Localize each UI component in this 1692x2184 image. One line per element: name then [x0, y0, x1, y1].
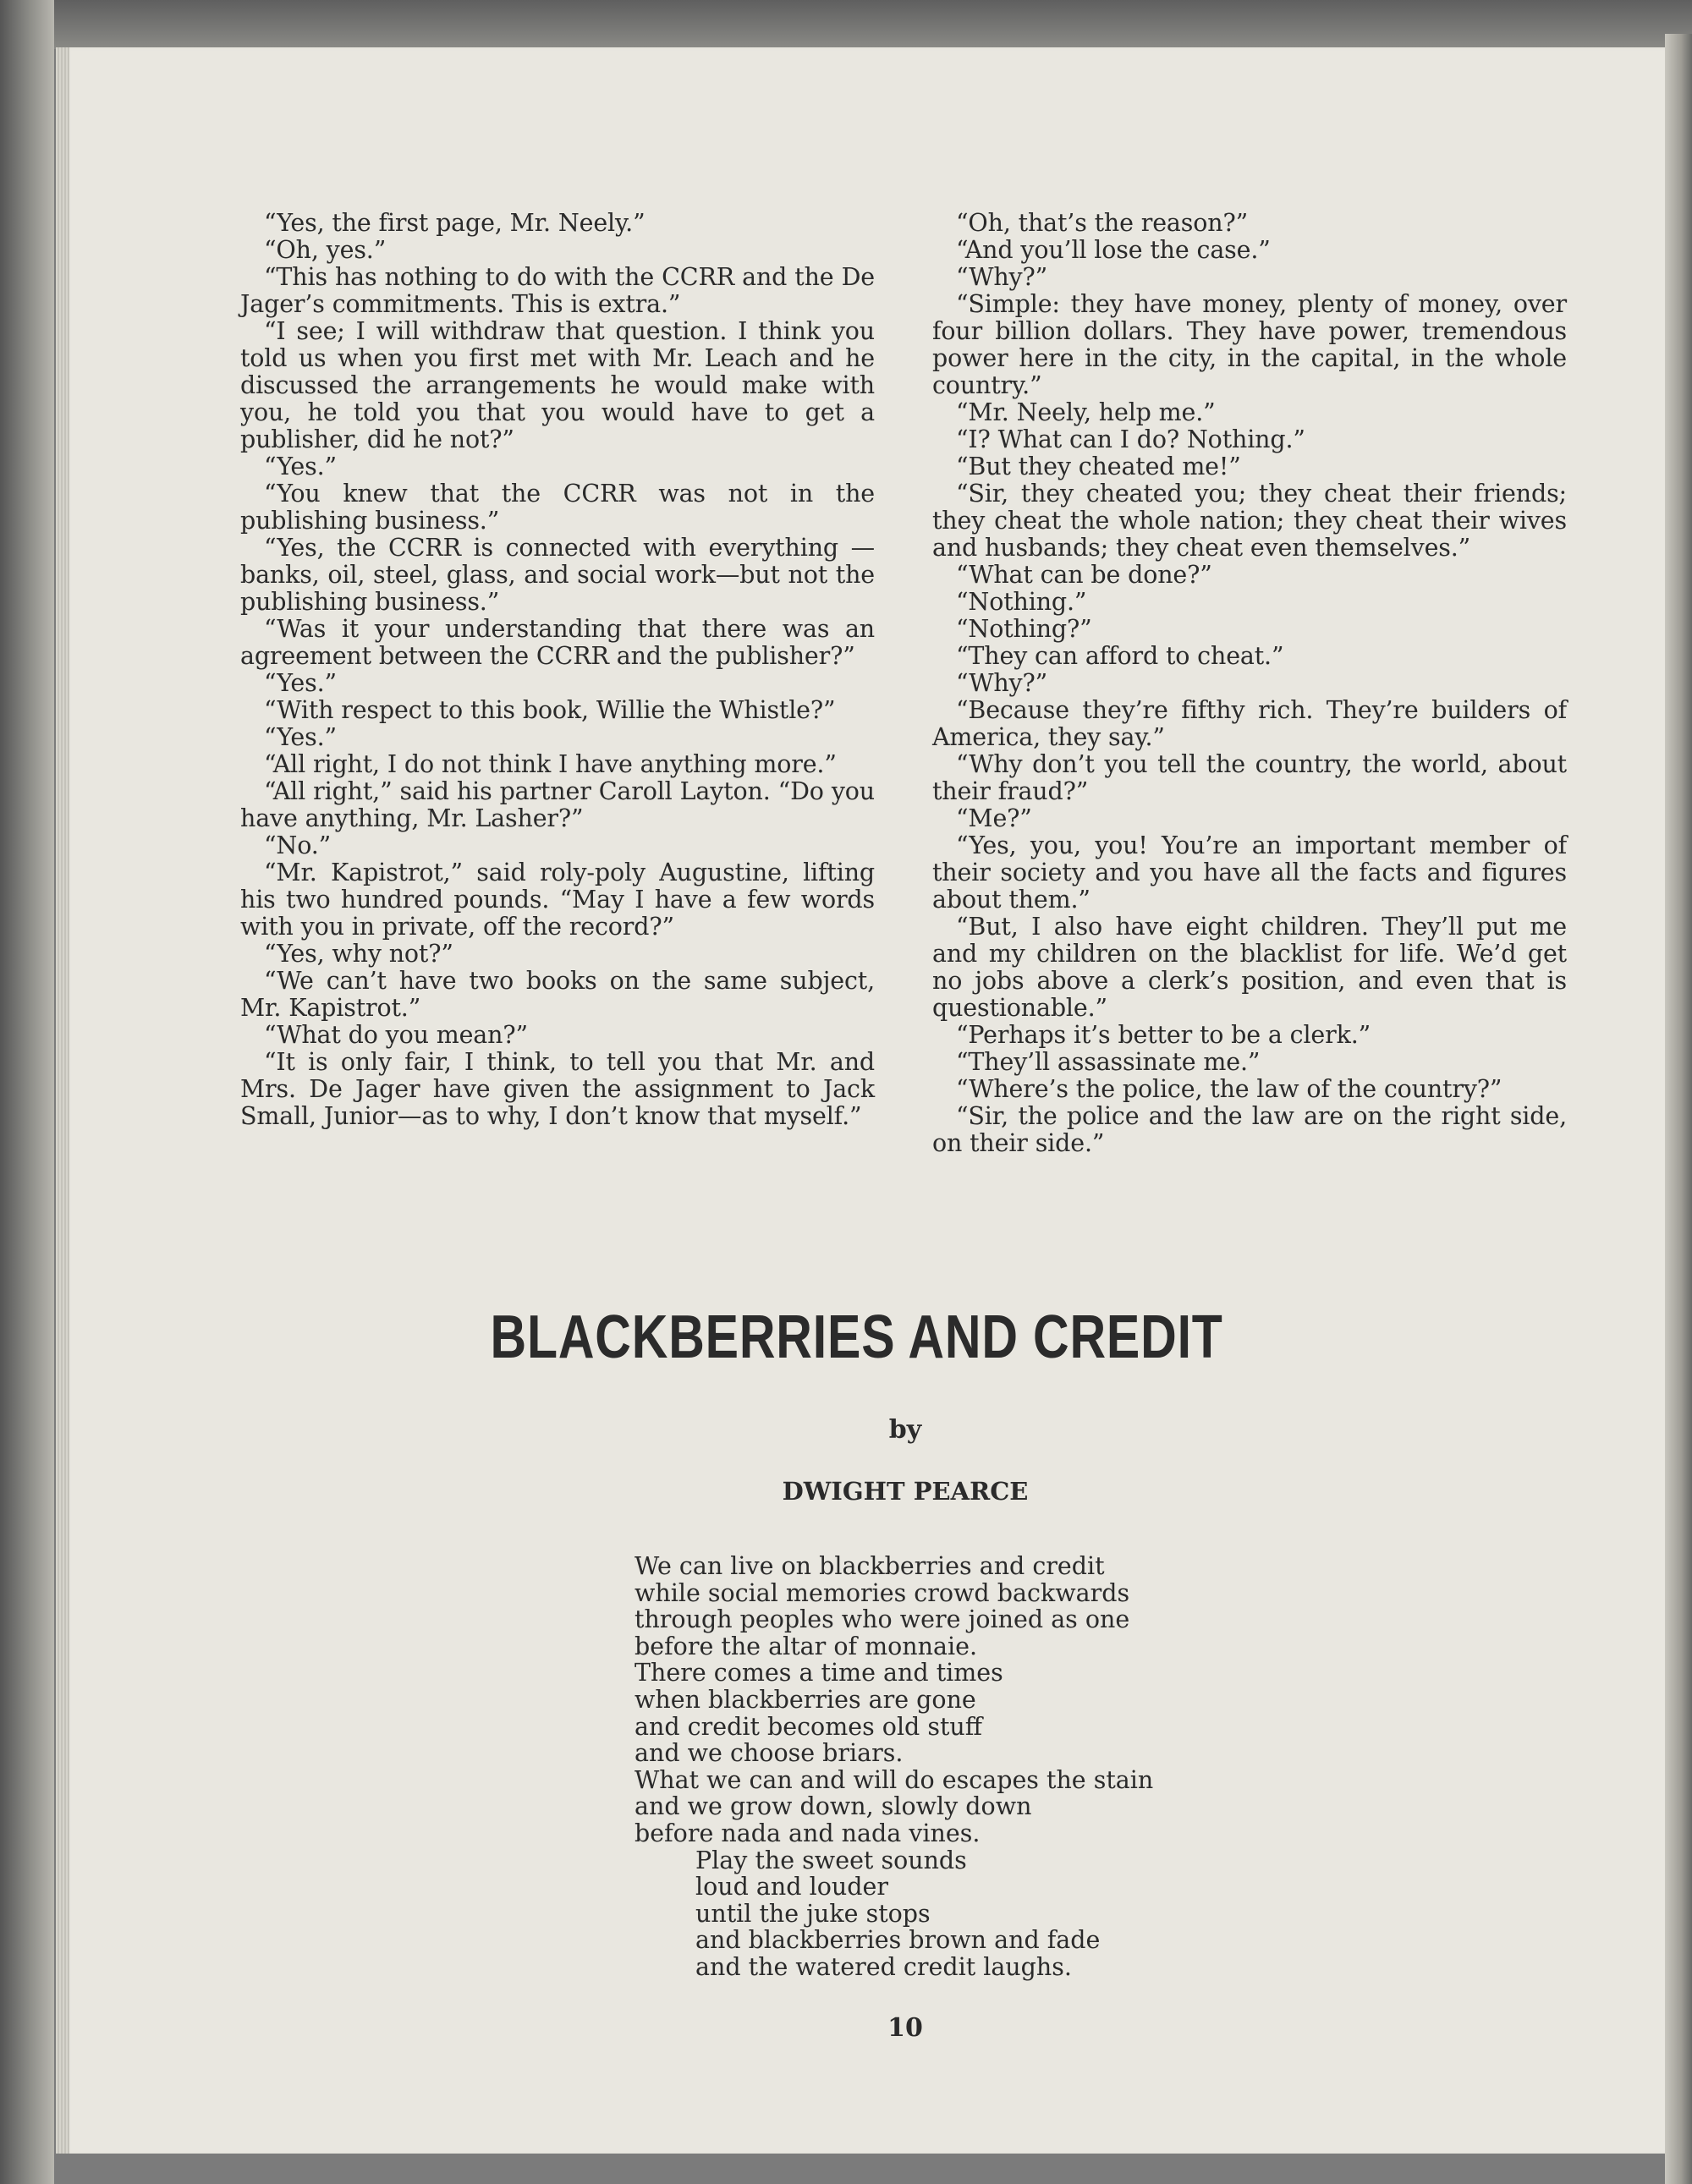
dialogue-paragraph: “Nothing.”	[956, 588, 1087, 616]
dialogue-paragraph: “Mr. Kapistrot,” said roly-poly Augustine, lifting his two hundred pounds. “May I have a few words with you in private, off the record?”	[240, 859, 875, 941]
dialogue-paragraph: “Sir, they cheated you; they cheat their friends; they cheat the whole nation; they cheat their wives and husbands; they cheat even themselves.”	[932, 480, 1567, 562]
dialogue-paragraph: “Me?”	[956, 804, 1032, 832]
dialogue-paragraph: “Was it your understanding that there was an agreement between the CCRR and the publisher?”	[240, 615, 875, 670]
dialogue-paragraph: “But they cheated me!”	[956, 453, 1241, 480]
dialogue-paragraph: “It is only fair, I think, to tell you that Mr. and Mrs. De Jager have given the assignment to Jack Small, Junior—as to why, I don’t know that myself.”	[240, 1048, 875, 1130]
next-page-edge	[1665, 34, 1692, 2184]
dialogue-paragraph: “What can be done?”	[956, 561, 1212, 589]
dialogue-paragraph: “Where’s the police, the law of the country?”	[956, 1075, 1502, 1103]
dialogue-paragraph: “Oh, that’s the reason?”	[956, 209, 1249, 237]
poem-line-indented: and blackberries brown and fade	[695, 1926, 1101, 1955]
dialogue-paragraph: “Simple: they have money, plenty of money, over four billion dollars. They have power, tremendous power here in the city, in the capital, in the whole country.”	[932, 290, 1567, 399]
page-number: 10	[887, 2013, 923, 2043]
dialogue-paragraph: “What do you mean?”	[264, 1021, 528, 1049]
poem-line: before the altar of monnaie.	[634, 1632, 978, 1660]
dialogue-paragraph: “No.”	[264, 831, 332, 859]
dialogue-paragraph: “Perhaps it’s better to be a clerk.”	[956, 1021, 1371, 1049]
poem-body	[634, 1553, 1277, 1981]
binding-edge	[56, 47, 69, 2154]
poem-line: There comes a time and times	[634, 1659, 1003, 1687]
scan-background-left	[0, 0, 54, 2184]
dialogue-paragraph: “You knew that the CCRR was not in the publishing business.”	[240, 480, 875, 535]
dialogue-paragraph: “All right, I do not think I have anything more.”	[264, 750, 837, 778]
dialogue-paragraph: “Nothing?”	[956, 615, 1092, 643]
poem-line: while social memories crowd backwards	[634, 1578, 1130, 1607]
poem-line: before nada and nada vines.	[634, 1819, 981, 1847]
story-column-left	[240, 210, 875, 1130]
poem-title: BLACKBERRIES AND CREDIT	[490, 1303, 1223, 1371]
dialogue-paragraph: “Yes, you, you! You’re an important member of their society and you have all the facts and figures about them.”	[932, 831, 1567, 914]
poem-line: through peoples who were joined as one	[634, 1605, 1130, 1634]
poem-line-indented: and the watered credit laughs.	[695, 1952, 1072, 1981]
dialogue-paragraph: “Why don’t you tell the country, the world, about their fraud?”	[932, 750, 1567, 805]
poem-line-indented: loud and louder	[695, 1873, 888, 1901]
byline: by	[888, 1415, 922, 1445]
poem-line: What we can and will do escapes the stain	[634, 1765, 1154, 1794]
dialogue-paragraph: “Because they’re fifthy rich. They’re builders of America, they say.”	[932, 696, 1567, 751]
dialogue-paragraph: “Yes.”	[264, 453, 337, 480]
dialogue-paragraph: “This has nothing to do with the CCRR and the De Jager’s commitments. This is extra.”	[240, 263, 875, 318]
dialogue-paragraph: “Oh, yes.”	[264, 236, 387, 264]
dialogue-paragraph: “All right,” said his partner Caroll Layton. “Do you have anything, Mr. Lasher?”	[240, 777, 875, 832]
poem-line: when blackberries are gone	[634, 1685, 976, 1714]
poem-line: and we choose briars.	[634, 1739, 904, 1768]
poem-line: We can live on blackberries and credit	[634, 1552, 1105, 1580]
dialogue-paragraph: “They’ll assassinate me.”	[956, 1048, 1261, 1076]
poem-line-indented: until the juke stops	[695, 1899, 931, 1928]
story-column-right	[932, 210, 1567, 1157]
dialogue-paragraph: “Yes.”	[264, 669, 337, 697]
dialogue-paragraph: “Sir, the police and the law are on the right side, on their side.”	[932, 1102, 1567, 1157]
dialogue-paragraph: “Yes, the CCRR is connected with everything —banks, oil, steel, glass, and social work—but not the publishing business.”	[240, 534, 875, 616]
dialogue-paragraph: “Yes.”	[264, 723, 337, 751]
dialogue-paragraph: “We can’t have two books on the same subject, Mr. Kapistrot.”	[240, 967, 875, 1022]
dialogue-paragraph: “But, I also have eight children. They’ll put me and my children on the blacklist for life. We’d get no jobs above a clerk’s position, and even that is questionable.”	[932, 913, 1567, 1022]
dialogue-paragraph: “Mr. Neely, help me.”	[956, 398, 1216, 426]
dialogue-paragraph: “With respect to this book, Willie the Whistle?”	[264, 696, 836, 724]
dialogue-paragraph: “Why?”	[956, 263, 1048, 291]
poem-line: and credit becomes old stuff	[634, 1712, 983, 1741]
dialogue-paragraph: “Yes, the first page, Mr. Neely.”	[264, 209, 645, 237]
dialogue-paragraph: “Yes, why not?”	[264, 940, 453, 968]
dialogue-paragraph: “And you’ll lose the case.”	[956, 236, 1271, 264]
poem-line: and we grow down, slowly down	[634, 1792, 1032, 1821]
dialogue-paragraph: “Why?”	[956, 669, 1048, 697]
dialogue-paragraph: “I see; I will withdraw that question. I think you told us when you first met with Mr. Leach and he discussed the arrangements he would make with you, he told you that you would have to get a publisher, did he not?”	[240, 317, 875, 453]
dialogue-paragraph: “I? What can I do? Nothing.”	[956, 425, 1305, 453]
dialogue-paragraph: “They can afford to cheat.”	[956, 642, 1284, 670]
poem-author: DWIGHT PEARCE	[782, 1477, 1029, 1506]
scan-background-top	[0, 0, 1692, 49]
poem-line-indented: Play the sweet sounds	[695, 1846, 967, 1874]
